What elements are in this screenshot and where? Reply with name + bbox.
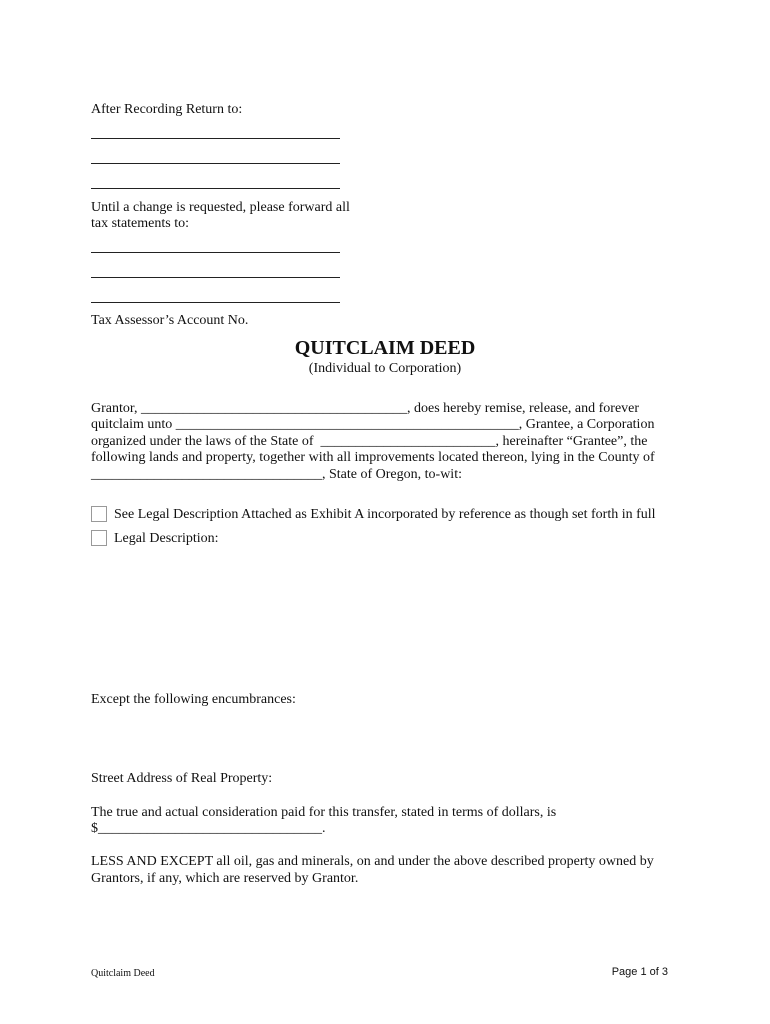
tax-address-line-2[interactable] <box>91 277 340 278</box>
less-except-line-1: LESS AND EXCEPT all oil, gas and minerals, on and under the above described property owned by <box>91 854 654 869</box>
grantor-line-4: following lands and property, together with all improvements located thereon, lying in the County of <box>91 450 655 465</box>
tax-account-label: Tax Assessor’s Account No. <box>91 313 249 328</box>
street-address-label: Street Address of Real Property: <box>91 771 273 786</box>
legal-description-checkbox[interactable] <box>91 530 107 546</box>
consideration-amount-line[interactable]: $________________________________. <box>91 821 326 836</box>
tax-forward-label-line-1: Until a change is requested, please forward all <box>91 200 350 215</box>
return-to-label: After Recording Return to: <box>91 102 243 117</box>
return-address-line-1[interactable] <box>91 138 340 139</box>
exhibit-a-checkbox[interactable] <box>91 506 107 522</box>
consideration-line-1: The true and actual consideration paid for this transfer, stated in terms of dollars, is <box>91 805 557 820</box>
footer-document-name: Quitclaim Deed <box>91 968 155 979</box>
footer-page-number: Page 1 of 3 <box>611 966 668 978</box>
grantor-line-1: Grantor, ______________________________________, does hereby remise, release, and forever <box>91 401 640 416</box>
grantor-line-2: quitclaim unto _________________________________________________, Grantee, a Corporation <box>91 417 655 432</box>
return-address-line-3[interactable] <box>91 188 340 189</box>
tax-forward-label-line-2: tax statements to: <box>91 216 189 231</box>
return-address-line-2[interactable] <box>91 163 340 164</box>
less-except-line-2: Grantors, if any, which are reserved by Grantor. <box>91 871 359 886</box>
document-subtitle: (Individual to Corporation) <box>308 361 462 376</box>
tax-address-line-1[interactable] <box>91 252 340 253</box>
encumbrances-label: Except the following encumbrances: <box>91 692 296 707</box>
legal-description-label: Legal Description: <box>114 531 219 546</box>
document-title: QUITCLAIM DEED <box>294 337 476 359</box>
exhibit-a-label: See Legal Description Attached as Exhibit A incorporated by reference as though set forth in full <box>114 507 656 522</box>
grantor-line-3: organized under the laws of the State of _________________________, hereinafter “Grantee”, the <box>91 434 648 449</box>
grantor-line-5: _________________________________, State of Oregon, to-wit: <box>91 467 462 482</box>
tax-address-line-3[interactable] <box>91 302 340 303</box>
